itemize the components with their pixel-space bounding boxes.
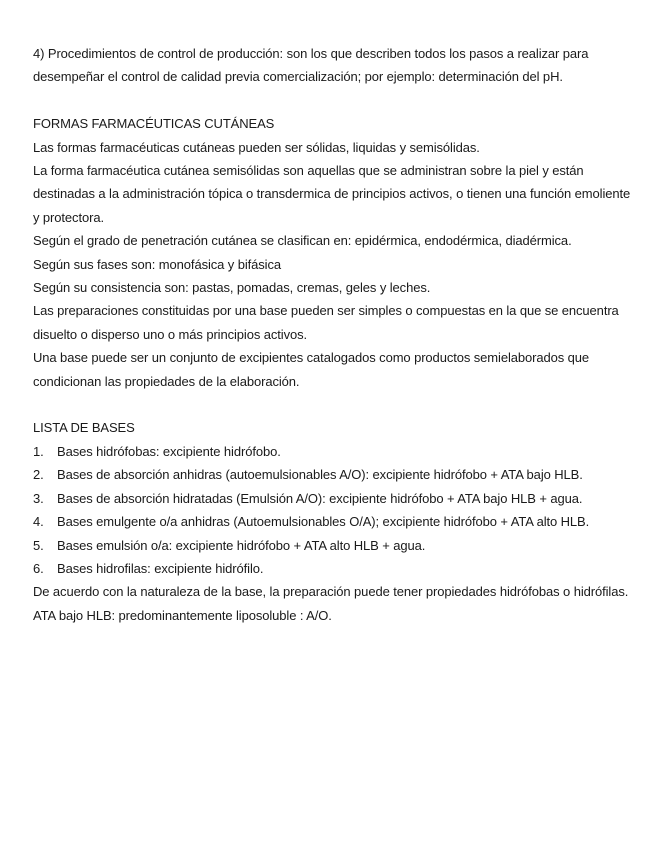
formas-paragraph: Según sus fases son: monofásica y bifásica [33,256,281,272]
list-item-text: Bases de absorción anhidras (autoemulsionables A/O): excipiente hidrófobo + ATA bajo HLB. [57,467,583,483]
list-item-text: Bases emulgente o/a anhidras (Autoemulsionables O/A); excipiente hidrófobo + ATA alto HLB. [57,514,590,530]
list-item [33,487,633,510]
list-item-number: 3. [33,490,44,506]
list-item-number: 4. [33,514,44,530]
list-item [33,534,633,557]
lista-after-paragraph: De acuerdo con la naturaleza de la base, la preparación puede tener propiedades hidrófobas o hidrófilas. [33,584,629,600]
list-item-text: Bases de absorción hidratadas (Emulsión A/O): excipiente hidrófobo + ATA bajo HLB + agua. [57,490,583,506]
list-item [33,463,633,486]
formas-paragraph: Las formas farmacéuticas cutáneas pueden ser sólidas, liquidas y semisólidas. [33,139,480,155]
list-item [33,510,633,533]
section-spacer [33,393,633,416]
list-item-number: 1. [33,443,44,459]
list-item [33,557,633,580]
list-item-text: Bases emulsión o/a: excipiente hidrófobo + ATA alto HLB + agua. [57,537,426,553]
list-item-text: Bases hidrofilas: excipiente hidrófilo. [57,560,264,576]
intro-paragraph: 4) Procedimientos de control de producción: son los que describen todos los pasos a realizar para desempeñar el control de calidad previa comercialización; por ejemplo: determinación del pH. [33,46,589,85]
formas-heading: FORMAS FARMACÉUTICAS CUTÁNEAS [33,116,275,132]
list-item-number: 5. [33,537,44,553]
lista-after-paragraph: ATA bajo HLB: predominantemente liposoluble : A/O. [33,607,332,623]
formas-paragraph: La forma farmacéutica cutánea semisólidas son aquellas que se administran sobre la piel y están destinadas a la administración tópica o transdermica de principios activos, o tienen una función emoliente y protectora. [33,163,631,225]
list-item-text: Bases hidrófobas: excipiente hidrófobo. [57,443,281,459]
document-page [33,42,633,627]
section-spacer [33,89,633,112]
list-item-number: 6. [33,560,44,576]
formas-paragraph: Una base puede ser un conjunto de excipientes catalogados como productos semielaborados que condicionan las propiedades de la elaboración. [33,350,590,389]
formas-paragraph: Según el grado de penetración cutánea se clasifican en: epidérmica, endodérmica, diadérmica. [33,233,572,249]
formas-paragraph: Según su consistencia son: pastas, pomadas, cremas, geles y leches. [33,280,431,296]
bases-list [33,440,633,580]
lista-heading: LISTA DE BASES [33,420,135,436]
list-item-number: 2. [33,467,44,483]
formas-paragraph: Las preparaciones constituidas por una base pueden ser simples o compuestas en la que se encuentra disuelto o disperso uno o más principios activos. [33,303,619,342]
list-item [33,440,633,463]
